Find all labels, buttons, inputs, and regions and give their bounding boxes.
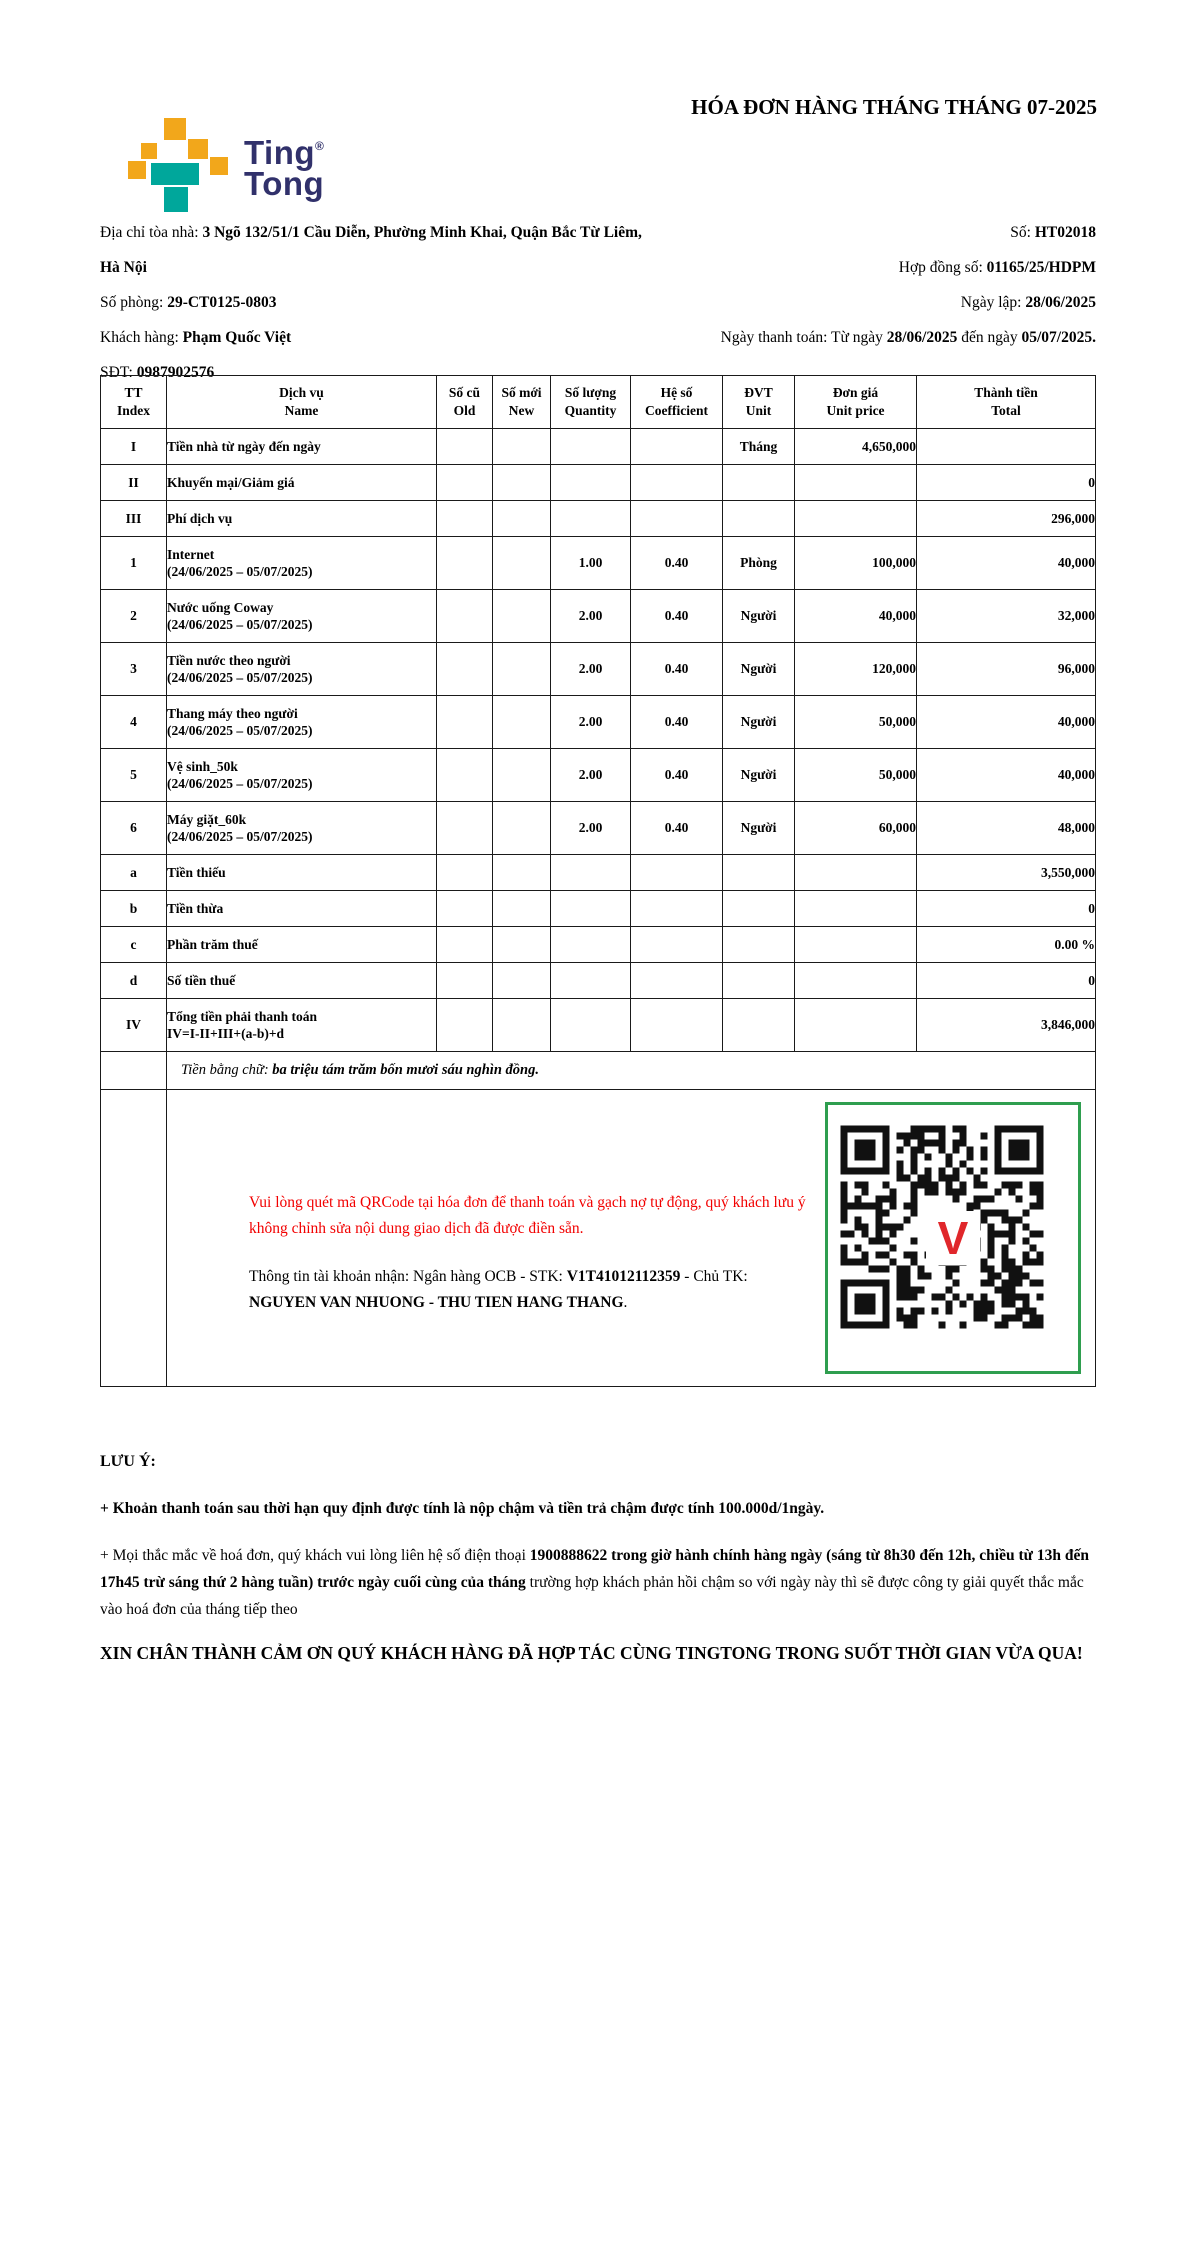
- cell-total: 32,000: [917, 590, 1096, 643]
- cell-index: b: [101, 891, 167, 927]
- cell-coef: [631, 501, 723, 537]
- cell-total: 0: [917, 963, 1096, 999]
- cell-qty: [551, 465, 631, 501]
- cell-old: [437, 501, 493, 537]
- cell-qty: 2.00: [551, 802, 631, 855]
- cell-price: [795, 891, 917, 927]
- cell-price: [795, 855, 917, 891]
- cell-price: [795, 465, 917, 501]
- invoice-number-line: Số: HT02018: [1010, 224, 1096, 241]
- cell-total: 3,550,000: [917, 855, 1096, 891]
- cell-price: [795, 927, 917, 963]
- qr-notice-red: Vui lòng quét mã QRCode tại hóa đơn để thanh toán và gạch nợ tự động, quý khách lưu ý không chỉnh sửa nội dung giao dịch đã được điền sẵn.: [249, 1194, 806, 1237]
- cell-price: 50,000: [795, 696, 917, 749]
- cell-coef: [631, 429, 723, 465]
- cell-coef: [631, 927, 723, 963]
- cell-name: Tiền thừa: [167, 891, 437, 927]
- cell-total: 296,000: [917, 501, 1096, 537]
- cell-qty: [551, 891, 631, 927]
- cell-total: 0: [917, 891, 1096, 927]
- cell-index: 2: [101, 590, 167, 643]
- cell-total: 48,000: [917, 802, 1096, 855]
- cell-new: [493, 963, 551, 999]
- cell-coef: [631, 855, 723, 891]
- cell-unit: Người: [723, 590, 795, 643]
- note-hotline: + Mọi thắc mắc về hoá đơn, quý khách vui lòng liên hệ số điện thoại 1900888622 trong giờ hành chính hàng ngày (sáng từ 8h30 đến 12h, chiều từ 13h đến 17h45 trừ sáng thứ 2 hàng tuần) trước ngày cuối cùng của tháng trường hợp khách phản hồi chậm so với ngày này thì sẽ được công ty giải quyết thắc mắc vào hoá đơn của tháng tiếp theo: [100, 1547, 1089, 1618]
- cell-old: [437, 999, 493, 1052]
- brand-line1: Ting: [244, 134, 316, 171]
- cell-name: Tiền nhà từ ngày đến ngày: [167, 429, 437, 465]
- table-row: [101, 749, 1096, 802]
- cell-coef: [631, 999, 723, 1052]
- cell-new: [493, 537, 551, 590]
- table-row: [101, 802, 1096, 855]
- cell-index: I: [101, 429, 167, 465]
- logo-pixel: [210, 157, 228, 175]
- cell-old: [437, 963, 493, 999]
- cell-index: III: [101, 501, 167, 537]
- cell-name: Phần trăm thuế: [167, 927, 437, 963]
- amount-in-words-label: Tiền bằng chữ:: [181, 1062, 273, 1078]
- cell-price: 40,000: [795, 590, 917, 643]
- table-row: [101, 465, 1096, 501]
- cell-old: [437, 891, 493, 927]
- cell-unit: Người: [723, 749, 795, 802]
- table-row: [101, 963, 1096, 999]
- cell-new: [493, 590, 551, 643]
- cell-index: d: [101, 963, 167, 999]
- cell-unit: [723, 855, 795, 891]
- column-header-total: Thành tiền Total: [917, 376, 1096, 429]
- cell-total: 40,000: [917, 749, 1096, 802]
- cell-new: [493, 429, 551, 465]
- cell-qty: [551, 927, 631, 963]
- table-row: [101, 590, 1096, 643]
- invoice-meta: [536, 215, 1096, 355]
- account-info: Thông tin tài khoản nhận: Ngân hàng OCB - STK: V1T41012112359 - Chủ TK: NGUYEN VAN NHUONG - THU TIEN HANG THANG.: [249, 1268, 748, 1311]
- cell-new: [493, 802, 551, 855]
- cell-new: [493, 643, 551, 696]
- tingtong-logo-icon: [128, 118, 228, 212]
- cell-unit: [723, 927, 795, 963]
- cell-qty: [551, 501, 631, 537]
- table-row: [101, 501, 1096, 537]
- cell-old: [437, 590, 493, 643]
- cell-coef: 0.40: [631, 749, 723, 802]
- qr-code-frame: [825, 1102, 1081, 1374]
- cell-name: Số tiền thuế: [167, 963, 437, 999]
- amount-in-words-row: [101, 1052, 1096, 1090]
- cell-old: [437, 643, 493, 696]
- notes-title: LƯU Ý:: [100, 1453, 156, 1470]
- table-row: [101, 927, 1096, 963]
- cell-total: 40,000: [917, 696, 1096, 749]
- qr-payment-row: [101, 1090, 1096, 1387]
- cell-coef: [631, 963, 723, 999]
- amount-in-words-cell: [167, 1052, 1096, 1090]
- table-row: [101, 537, 1096, 590]
- cell-total: [917, 429, 1096, 465]
- cell-price: [795, 999, 917, 1052]
- column-header-name: Dịch vụ Name: [167, 376, 437, 429]
- cell-unit: [723, 501, 795, 537]
- cell-qty: [551, 855, 631, 891]
- logo-pixel: [188, 139, 208, 159]
- cell-index: 5: [101, 749, 167, 802]
- cell-unit: Người: [723, 802, 795, 855]
- cell-empty: [101, 1052, 167, 1090]
- cell-qty: 2.00: [551, 749, 631, 802]
- issue-date-line: Ngày lập: 28/06/2025: [960, 294, 1096, 311]
- cell-price: 50,000: [795, 749, 917, 802]
- cell-index: 4: [101, 696, 167, 749]
- cell-old: [437, 855, 493, 891]
- cell-price: 100,000: [795, 537, 917, 590]
- cell-coef: 0.40: [631, 537, 723, 590]
- column-header-new: Số mới New: [493, 376, 551, 429]
- cell-qty: 2.00: [551, 696, 631, 749]
- payment-period-line: Ngày thanh toán: Từ ngày 28/06/2025 đến ngày 05/07/2025.: [720, 329, 1096, 346]
- cell-old: [437, 465, 493, 501]
- cell-qty: 2.00: [551, 643, 631, 696]
- column-header-old: Số cũ Old: [437, 376, 493, 429]
- cell-new: [493, 999, 551, 1052]
- amount-in-words-value: ba triệu tám trăm bốn mươi sáu nghìn đồng.: [272, 1062, 539, 1078]
- cell-qty: 2.00: [551, 590, 631, 643]
- invoice-title: HÓA ĐƠN HÀNG THÁNG THÁNG 07-2025: [691, 95, 1097, 119]
- cell-new: [493, 749, 551, 802]
- column-header-coefficient: Hệ số Coefficient: [631, 376, 723, 429]
- cell-total: 0: [917, 465, 1096, 501]
- qr-code: [840, 1125, 1066, 1351]
- footer-notes: [100, 1448, 1095, 1668]
- phone-line: SĐT: 0987902576: [100, 364, 215, 381]
- cell-unit: [723, 465, 795, 501]
- header-row: [101, 376, 1096, 429]
- cell-new: [493, 501, 551, 537]
- cell-index: c: [101, 927, 167, 963]
- cell-unit: Người: [723, 643, 795, 696]
- column-header-index: TT Index: [101, 376, 167, 429]
- cell-name: Internet (24/06/2025 – 05/07/2025): [167, 537, 437, 590]
- table-row: [101, 891, 1096, 927]
- cell-name: Phí dịch vụ: [167, 501, 437, 537]
- cell-coef: 0.40: [631, 590, 723, 643]
- cell-name: Nước uống Coway (24/06/2025 – 05/07/2025): [167, 590, 437, 643]
- table-row: [101, 855, 1096, 891]
- table-row: [101, 999, 1096, 1052]
- table-row: [101, 696, 1096, 749]
- cell-name: Máy giặt_60k (24/06/2025 – 05/07/2025): [167, 802, 437, 855]
- cell-qty: [551, 963, 631, 999]
- qr-center-logo: V: [926, 1211, 980, 1265]
- cell-index: 6: [101, 802, 167, 855]
- logo-pixel: [164, 187, 188, 212]
- cell-name: Vệ sinh_50k (24/06/2025 – 05/07/2025): [167, 749, 437, 802]
- tingtong-wordmark: [244, 131, 325, 202]
- cell-empty: [101, 1090, 167, 1387]
- cell-name: Tiền nước theo người (24/06/2025 – 05/07/2025): [167, 643, 437, 696]
- cell-price: 60,000: [795, 802, 917, 855]
- cell-coef: 0.40: [631, 643, 723, 696]
- cell-new: [493, 891, 551, 927]
- cell-coef: [631, 465, 723, 501]
- cell-index: 1: [101, 537, 167, 590]
- cell-old: [437, 927, 493, 963]
- cell-index: a: [101, 855, 167, 891]
- table-row: [101, 429, 1096, 465]
- invoice-table: [100, 375, 1096, 1387]
- cell-old: [437, 749, 493, 802]
- cell-name: Thang máy theo người (24/06/2025 – 05/07/2025): [167, 696, 437, 749]
- contract-line: Hợp đồng số: 01165/25/HDPM: [898, 259, 1096, 276]
- cell-unit: [723, 999, 795, 1052]
- cell-new: [493, 855, 551, 891]
- cell-price: 4,650,000: [795, 429, 917, 465]
- cell-new: [493, 465, 551, 501]
- column-header-unit-price: Đơn giá Unit price: [795, 376, 917, 429]
- cell-price: [795, 963, 917, 999]
- tingtong-logo: [128, 118, 324, 212]
- logo-pixel: [164, 118, 186, 140]
- cell-new: [493, 927, 551, 963]
- cell-name: Tổng tiền phải thanh toán IV=I-II+III+(a-b)+d: [167, 999, 437, 1052]
- logo-pixel: [141, 143, 157, 159]
- customer-line: Khách hàng: Phạm Quốc Việt: [100, 329, 292, 346]
- registered-mark: ®: [315, 139, 325, 153]
- cell-index: 3: [101, 643, 167, 696]
- thank-you-message: XIN CHÂN THÀNH CẢM ƠN QUÝ KHÁCH HÀNG ĐÃ HỢP TÁC CÙNG TINGTONG TRONG SUỐT THỜI GIAN VỪA QUA!: [100, 1643, 1083, 1663]
- cell-coef: 0.40: [631, 696, 723, 749]
- cell-qty: [551, 999, 631, 1052]
- logo-pixel: [128, 161, 146, 179]
- cell-total: 0.00 %: [917, 927, 1096, 963]
- cell-new: [493, 696, 551, 749]
- cell-unit: Tháng: [723, 429, 795, 465]
- cell-name: Tiền thiếu: [167, 855, 437, 891]
- note-late-payment: + Khoản thanh toán sau thời hạn quy định được tính là nộp chậm và tiền trả chậm được tính 100.000d/1ngày.: [100, 1500, 825, 1517]
- invoice-table-extra: [101, 1052, 1096, 1387]
- column-header-unit: ĐVT Unit: [723, 376, 795, 429]
- invoice-table-head: [101, 376, 1096, 429]
- payment-instructions: [249, 1102, 809, 1316]
- cell-unit: Phòng: [723, 537, 795, 590]
- cell-coef: [631, 891, 723, 927]
- logo-pixel: [151, 163, 199, 185]
- cell-price: 120,000: [795, 643, 917, 696]
- cell-total: 3,846,000: [917, 999, 1096, 1052]
- cell-old: [437, 696, 493, 749]
- brand-line2: Tong: [244, 165, 325, 202]
- cell-qty: [551, 429, 631, 465]
- cell-unit: [723, 963, 795, 999]
- cell-total: 40,000: [917, 537, 1096, 590]
- table-row: [101, 643, 1096, 696]
- cell-name: Khuyến mại/Giảm giá: [167, 465, 437, 501]
- cell-old: [437, 429, 493, 465]
- cell-index: II: [101, 465, 167, 501]
- cell-coef: 0.40: [631, 802, 723, 855]
- cell-old: [437, 802, 493, 855]
- qr-payment-cell: [167, 1090, 1096, 1387]
- cell-price: [795, 501, 917, 537]
- cell-unit: Người: [723, 696, 795, 749]
- column-header-quantity: Số lượng Quantity: [551, 376, 631, 429]
- cell-qty: 1.00: [551, 537, 631, 590]
- address-line: Địa chỉ tòa nhà: 3 Ngõ 132/51/1 Cầu Diễn, Phường Minh Khai, Quận Bắc Từ Liêm, Hà Nội: [100, 224, 642, 276]
- cell-index: IV: [101, 999, 167, 1052]
- cell-unit: [723, 891, 795, 927]
- invoice-table-body: [101, 429, 1096, 1052]
- cell-old: [437, 537, 493, 590]
- cell-total: 96,000: [917, 643, 1096, 696]
- room-line: Số phòng: 29-CT0125-0803: [100, 294, 277, 311]
